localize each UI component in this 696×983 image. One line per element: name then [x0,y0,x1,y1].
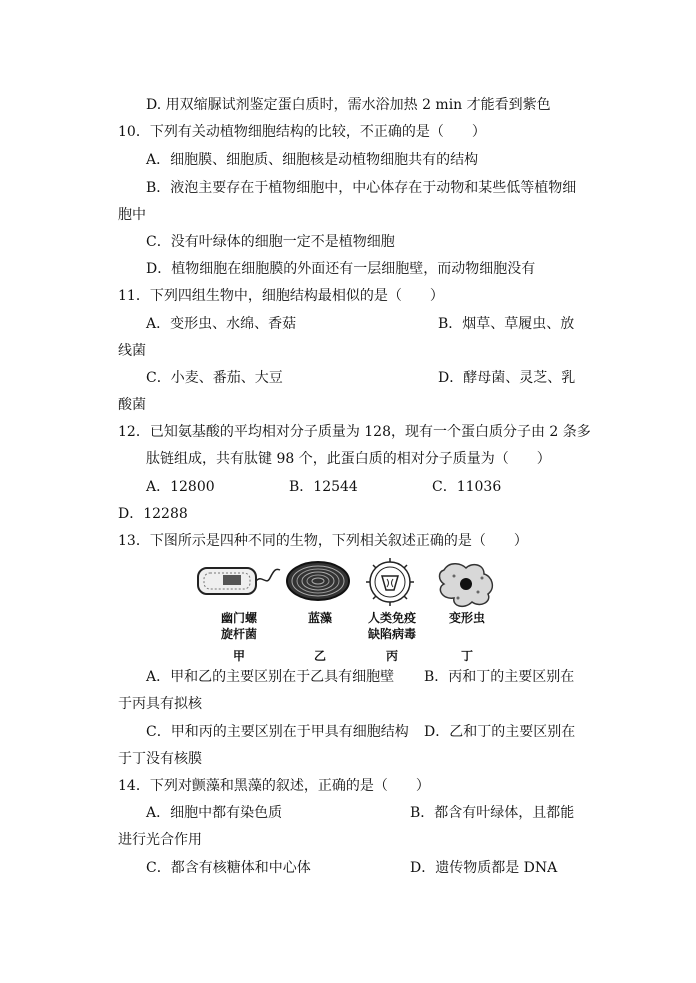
amoeba-drawing [440,564,493,607]
q11-stem: 11．下列四组生物中，细胞结构最相似的是（ ） [118,288,444,304]
label-yi: 乙 [313,649,326,663]
label-helicobacter: 幽门螺 旋杆菌 [220,611,257,641]
q10-option-c: C．没有叶绿体的细胞一定不是植物细胞 [146,234,395,250]
label-bing: 丙 [385,649,398,663]
q14-option-b-cont: 进行光合作用 [118,832,202,848]
q13-option-d: D．乙和丁的主要区别在 [424,724,576,740]
q11-option-b-cont: 线菌 [118,343,146,359]
q13-option-b-cont: 于丙具有拟核 [118,696,202,712]
q10-option-b-cont: 胞中 [118,207,146,223]
q12-option-d: D．12288 [118,506,188,522]
q11-option-a: A．变形虫、水绵、香菇 [146,316,297,332]
q10-option-b: B．液泡主要存在于植物细胞中，中心体存在于动物和某些低等植物细 [146,180,577,196]
q11-option-d: D．酵母菌、灵芝、乳 [438,370,576,386]
q12-option-c: C．11036 [432,479,502,495]
q9-option-d: D. 用双缩脲试剂鉴定蛋白质时，需水浴加热 2 min 才能看到紫色 [146,97,551,113]
q13-option-a: A．甲和乙的主要区别在于乙具有细胞壁 [146,669,395,685]
label-hiv: 人类免疫 缺陷病毒 [367,611,416,641]
q11-option-d-cont: 酸菌 [118,397,146,413]
label-jia: 甲 [232,649,245,663]
q14-option-c: C．都含有核糖体和中心体 [146,860,311,876]
q14-option-b: B．都含有叶绿体，且都能 [410,805,575,821]
q13-option-b: B．丙和丁的主要区别在 [424,669,575,685]
q11-option-c: C．小麦、番茄、大豆 [146,370,283,386]
hiv-drawing [366,558,414,606]
q13-figure [192,558,532,666]
q12-option-a: A．12800 [146,479,215,495]
q14-stem: 14．下列对颤藻和黑藻的叙述，正确的是（ ） [118,778,430,794]
label-ding: 丁 [460,649,473,663]
label-cyanobacteria: 蓝藻 [307,611,332,625]
helicobacter-drawing [198,568,280,594]
q12-stem-cont: 肽链组成，共有肽键 98 个，此蛋白质的相对分子质量为（ ） [146,451,551,467]
q12-option-b: B．12544 [289,479,358,495]
q10-option-d: D．植物细胞在细胞膜的外面还有一层细胞壁，而动物细胞没有 [146,261,536,277]
q13-option-d-cont: 于丁没有核膜 [118,751,202,767]
cyanobacteria-drawing [287,562,349,600]
q10-stem: 10．下列有关动植物细胞结构的比较，不正确的是（ ） [118,124,486,140]
q11-option-b: B．烟草、草履虫、放 [438,316,575,332]
q13-stem: 13．下图所示是四种不同的生物，下列相关叙述正确的是（ ） [118,533,528,549]
q12-stem: 12．已知氨基酸的平均相对分子质量为 128，现有一个蛋白质分子由 2 条多 [118,424,591,440]
q14-option-d: D．遗传物质都是 DNA [410,860,558,876]
label-amoeba: 变形虫 [448,611,485,625]
q14-option-a: A．细胞中都有染色质 [146,805,283,821]
q10-option-a: A．细胞膜、细胞质、细胞核是动植物细胞共有的结构 [146,152,479,168]
q13-option-c: C．甲和丙的主要区别在于甲具有细胞结构 [146,724,409,740]
